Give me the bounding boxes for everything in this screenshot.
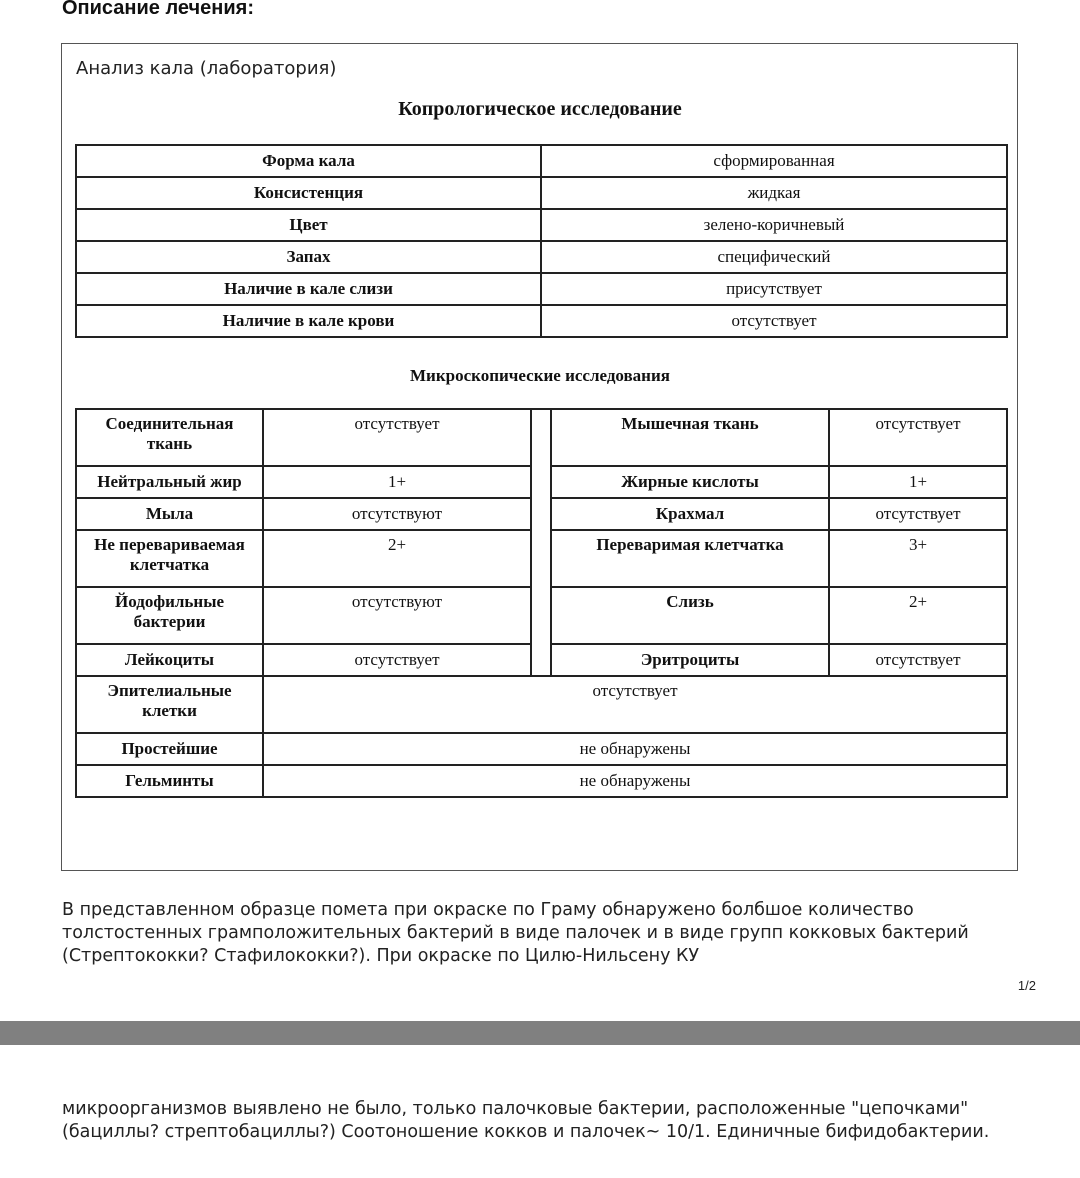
- table-row: [76, 273, 1007, 305]
- row-value: жидкая: [541, 177, 1007, 209]
- row-value: 2+: [263, 530, 531, 587]
- description-paragraph: В представленном образце помета при окраске по Граму обнаружено болбшое количество толстостенных грамположительных бактерий в виде палочек и в виде групп кокковых бактерий (Стрептококки? Стафилококки?). При окраске по Цилю-Нильсену КУ: [62, 900, 969, 966]
- column-divider: [531, 409, 551, 676]
- row-label: Слизь: [551, 587, 829, 644]
- row-label: Мыла: [76, 498, 263, 530]
- microscopy-title: Микроскопические исследования: [410, 366, 670, 385]
- row-label: Эпителиальные клетки: [76, 676, 263, 733]
- row-label: Запах: [76, 241, 541, 273]
- row-label: Крахмал: [551, 498, 829, 530]
- row-label: Простейшие: [76, 733, 263, 765]
- row-value: 2+: [829, 587, 1007, 644]
- row-value: присутствует: [541, 273, 1007, 305]
- table-row: [76, 733, 1007, 765]
- row-label: Йодофильные бактерии: [76, 587, 263, 644]
- row-label: Мышечная ткань: [551, 409, 829, 466]
- row-label: Консистенция: [76, 177, 541, 209]
- row-label: Форма кала: [76, 145, 541, 177]
- microscopy-table: [75, 408, 1008, 798]
- row-value: сформированная: [541, 145, 1007, 177]
- coprology-table: [75, 144, 1008, 338]
- table-row: [76, 145, 1007, 177]
- row-value: отсутствуют: [263, 587, 531, 644]
- row-label: Жирные кислоты: [551, 466, 829, 498]
- row-label: Наличие в кале крови: [76, 305, 541, 337]
- row-value: отсутствует: [263, 409, 531, 466]
- table-row: [76, 305, 1007, 337]
- coprology-title: Копрологическое исследование: [398, 98, 682, 120]
- table-row: [76, 676, 1007, 733]
- row-label: Наличие в кале слизи: [76, 273, 541, 305]
- row-label: Цвет: [76, 209, 541, 241]
- row-label: Переваримая клетчатка: [551, 530, 829, 587]
- row-value: не обнаружены: [263, 765, 1007, 797]
- row-value: 1+: [829, 466, 1007, 498]
- row-value: отсутствует: [263, 676, 1007, 733]
- row-value: отсутствует: [829, 644, 1007, 676]
- table-row: [76, 209, 1007, 241]
- page-heading: Описание лечения:: [62, 0, 254, 19]
- row-value: 3+: [829, 530, 1007, 587]
- row-value: 1+: [263, 466, 531, 498]
- table-row: [76, 765, 1007, 797]
- row-value: не обнаружены: [263, 733, 1007, 765]
- row-label: Гельминты: [76, 765, 263, 797]
- row-label: Нейтральный жир: [76, 466, 263, 498]
- row-label: Соединительная ткань: [76, 409, 263, 466]
- row-label: Лейкоциты: [76, 644, 263, 676]
- table-row: [76, 241, 1007, 273]
- table-row: [76, 177, 1007, 209]
- table-row: [76, 409, 1007, 466]
- description-paragraph-continued: микроорганизмов выявлено не было, только палочковые бактерии, расположенные "цепочками" (бациллы? стрептобациллы?) Соотоношение кокков и палочек~ 10/1. Единичные бифидобактерии.: [62, 1099, 990, 1142]
- page-number: 1/2: [1017, 978, 1036, 993]
- row-value: специфический: [541, 241, 1007, 273]
- row-value: отсутствует: [263, 644, 531, 676]
- row-value: отсутствует: [541, 305, 1007, 337]
- row-value: отсутствует: [829, 498, 1007, 530]
- page-separator: [0, 1021, 1080, 1045]
- row-label: Эритроциты: [551, 644, 829, 676]
- lab-name: Анализ кала (лаборатория): [76, 58, 337, 79]
- row-value: зелено-коричневый: [541, 209, 1007, 241]
- row-label: Не перевариваемая клетчатка: [76, 530, 263, 587]
- row-value: отсутствует: [829, 409, 1007, 466]
- row-value: отсутствуют: [263, 498, 531, 530]
